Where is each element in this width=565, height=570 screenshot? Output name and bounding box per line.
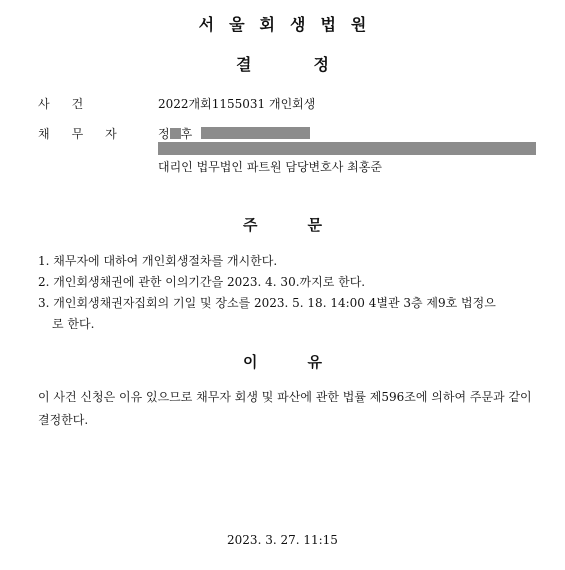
order-item-continuation: 로 한다. <box>52 317 95 331</box>
reason-heading: 이유 <box>243 353 372 371</box>
debtor-name <box>158 125 192 142</box>
order-item: 2. 개인회생채권에 관한 이의기간을 2023. 4. 30.까지로 한다. <box>38 275 366 289</box>
order-item: 3. 개인회생채권자집회의 기일 및 장소를 2023. 5. 18. 14:00 4별관 3층 제9호 법정으 <box>38 296 496 310</box>
document-title: 결정 <box>236 55 391 74</box>
agent-line: 대리인 법무법인 파트원 담당변호사 최홍준 <box>158 160 382 174</box>
decision-date: 2023. 3. 27. 11:15 <box>227 533 338 547</box>
case-label: 사건 <box>38 97 106 111</box>
redaction-box <box>201 127 310 139</box>
debtor-label: 채무자 <box>38 127 139 141</box>
order-item: 1. 채무자에 대하여 개인회생절차를 개시한다. <box>38 254 278 268</box>
reason-text: 이 사건 신청은 이유 있으므로 채무자 회생 및 파산에 관한 법률 제596조에 의하여 주문과 같이 결정한다. <box>38 390 532 427</box>
order-heading: 주문 <box>243 216 372 234</box>
court-name: 서울회생법원 <box>198 15 382 34</box>
debtor-name-last: 후 <box>180 127 193 141</box>
case-number: 2022개회1155031 개인회생 <box>158 97 316 111</box>
debtor-name-first: 정 <box>158 127 170 141</box>
redaction-box <box>170 128 181 139</box>
redaction-box <box>158 142 536 155</box>
